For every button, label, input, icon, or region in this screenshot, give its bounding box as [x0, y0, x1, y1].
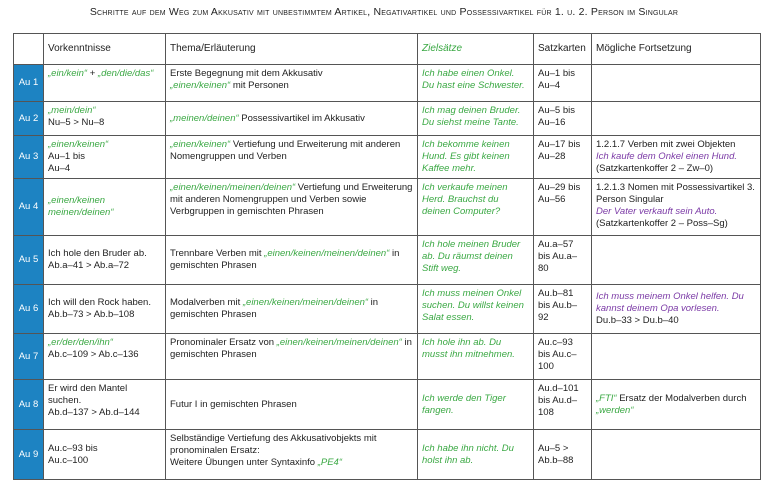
zielsatz-cell: Ich verkaufe meinen Herd. Brauchst du deinen Computer? [418, 179, 534, 236]
fort-example: Der Vater verkauft sein Auto. [596, 206, 718, 217]
vork-term: „den/die/das“ [97, 68, 154, 79]
satzkarten-cell: Au–29 bis Au–56 [534, 179, 592, 236]
fort-text: 1.2.1.7 Verben mit zwei Objekten [596, 139, 736, 150]
vork-text: Au.c–100 [48, 454, 89, 466]
vork-term: „einen/keinen [48, 195, 106, 206]
fort-example: Ich kaufe dem Onkel einen Hund. [596, 151, 738, 162]
satzkarten-cell: Au–17 bis Au–28 [534, 136, 592, 179]
au-label: Au 7 [14, 334, 44, 380]
vorkenntnisse-cell [44, 65, 166, 102]
thema-cell [166, 430, 418, 480]
zielsatz-cell: Ich bekomme keinen Hund. Es gibt keinen Kaffee mehr. [418, 136, 534, 179]
satzkarten-cell: Au–5 bis Au–16 [534, 102, 592, 136]
vorkenntnisse-cell [44, 236, 166, 285]
fort-example: Ich muss meinem Onkel helfen. Du kannst deinem Opa vorlesen. [596, 291, 744, 314]
thema-cell [166, 285, 418, 334]
fortsetzung-cell [592, 136, 761, 179]
satzkarten-cell: Au.c–93 bis Au.c–100 [534, 334, 592, 380]
vorkenntnisse-cell [44, 380, 166, 430]
fort-text: (Satzkartenkoffer 2 – Zw–0) [596, 163, 714, 174]
header-zielsaetze: Zielsätze [418, 34, 534, 65]
vork-text: Ab.b–73 > Ab.b–108 [48, 309, 135, 320]
thema-term: „einen/keinen“ [170, 139, 231, 150]
vorkenntnisse-cell [44, 136, 166, 179]
au-label: Au 8 [14, 380, 44, 430]
vorkenntnisse-cell [44, 285, 166, 334]
fortsetzung-cell [592, 65, 761, 102]
vork-text: Ab.c–109 > Ab.c–136 [48, 349, 139, 360]
vorkenntnisse-cell [44, 334, 166, 380]
zielsatz-cell: Ich mag deinen Bruder. Du siehst meine Tante. [418, 102, 534, 136]
fortsetzung-cell [592, 334, 761, 380]
header-fortsetzung: Mögliche Fortsetzung [592, 34, 761, 65]
satzkarten-cell: Au.d–101 bis Au.d–108 [534, 380, 592, 430]
fortsetzung-cell [592, 102, 761, 136]
vork-term: „mein/dein“ [48, 105, 96, 116]
fort-text: Du.b–33 > Du.b–40 [596, 315, 679, 326]
vork-term: „er/der/den/ihn“ [48, 337, 113, 348]
vork-term: „ein/kein“ [48, 68, 88, 79]
thema-cell [166, 236, 418, 285]
thema-text: Trennbare Verben mit [170, 248, 265, 259]
zielsatz-cell: Ich habe ihn nicht. Du holst ihn ab. [418, 430, 534, 480]
table-row [14, 334, 761, 380]
fortsetzung-cell [592, 380, 761, 430]
table-row [14, 136, 761, 179]
header-au [14, 34, 44, 65]
thema-term: „einen/keinen/meinen/deinen“ [170, 182, 296, 193]
zielsatz-cell: Ich habe einen Onkel. Du hast eine Schwester. [418, 65, 534, 102]
thema-text: Modalverben mit [170, 297, 243, 308]
au-label: Au 1 [14, 65, 44, 102]
fortsetzung-cell [592, 236, 761, 285]
thema-text: Vertiefung und Erweiterung mit anderen Nomengruppen und Verben sowie Verbgruppen in gemischten Phrasen [170, 182, 413, 217]
header-row [14, 34, 761, 65]
thema-cell [166, 380, 418, 430]
au-label: Au 5 [14, 236, 44, 285]
table-row [14, 430, 761, 480]
fortsetzung-cell [592, 179, 761, 236]
table-row [14, 285, 761, 334]
header-thema: Thema/Erläuterung [166, 34, 418, 65]
vork-term: meinen/deinen“ [48, 207, 114, 218]
au-label: Au 9 [14, 430, 44, 480]
thema-text: mit Personen [230, 80, 289, 91]
thema-term: „einen/keinen/meinen/deinen“ [264, 248, 390, 259]
vork-text: Au–4 [48, 163, 71, 174]
header-vorkenntnisse: Vorkenntnisse [44, 34, 166, 65]
thema-text: Pronominaler Ersatz von [170, 337, 277, 348]
vork-text: Ab.d–137 > Ab.d–144 [48, 407, 140, 418]
table-row [14, 380, 761, 430]
thema-text: Vertiefung und Erweiterung mit anderen Nomengruppen und Verben [170, 139, 401, 162]
thema-text: Weitere Übungen unter Syntaxinfo [170, 457, 318, 468]
vork-text: Er wird den Mantel suchen. [48, 383, 128, 406]
vork-text: Ab.a–41 > Ab.a–72 [48, 260, 130, 271]
vorkenntnisse-cell [44, 430, 166, 480]
fort-text: Ersatz der Modalverben durch [616, 392, 747, 404]
table-row [14, 236, 761, 285]
fortsetzung-cell [592, 285, 761, 334]
header-satzkarten: Satzkarten [534, 34, 592, 65]
thema-text: Possessivartikel im Akkusativ [238, 112, 365, 124]
table-row [14, 65, 761, 102]
thema-cell [166, 102, 418, 136]
thema-text: in gemischten Phrasen [170, 337, 412, 360]
thema-term: „einen/keinen/meinen/deinen“ [242, 297, 369, 308]
thema-text: Erste Begegnung mit dem Akkusativ [170, 68, 323, 79]
thema-term: „einen/keinen/meinen/deinen“ [276, 337, 402, 348]
table-row [14, 179, 761, 236]
vork-text: Au–1 bis [48, 151, 85, 162]
fortsetzung-cell [592, 430, 761, 480]
zielsatz-cell: Ich hole ihn ab. Du musst ihn mitnehmen. [418, 334, 534, 380]
zielsatz-cell: Ich muss meinen Onkel suchen. Du willst keinen Salat essen. [418, 285, 534, 334]
lesson-steps-table [13, 33, 761, 480]
au-label: Au 3 [14, 136, 44, 179]
fort-text: 1.2.1.3 Nomen mit Possessivartikel 3. Person Singular [596, 182, 755, 205]
vork-text: Nu–5 > Nu–8 [48, 117, 105, 128]
vork-term: „einen/keinen“ [48, 139, 109, 150]
au-label: Au 4 [14, 179, 44, 236]
thema-text: Selbständige Vertiefung des Akkusativobjekts mit pronominalen Ersatz: [170, 433, 377, 456]
thema-cell [166, 334, 418, 380]
table-row [14, 102, 761, 136]
fort-term: „FTI“ [596, 392, 617, 404]
vork-text: Au.c–93 bis [48, 442, 98, 454]
page-title: Schritte auf dem Weg zum Akkusativ mit unbestimmtem Artikel, Negativartikel und Possessivartikel für 1. u. 2. Person im Singular [89, 6, 679, 18]
vork-text: Ich hole den Bruder ab. [48, 248, 147, 259]
zielsatz-cell: Ich hole meinen Bruder ab. Du räumst deinen Stift weg. [418, 236, 534, 285]
zielsatz-cell: Ich werde den Tiger fangen. [418, 380, 534, 430]
fort-term: „werden“ [596, 404, 634, 416]
satzkarten-cell: Au–5 > Ab.b–88 [534, 430, 592, 480]
au-label: Au 2 [14, 102, 44, 136]
thema-term: „PE4“ [317, 457, 342, 468]
thema-text: in gemischten Phrasen [170, 248, 400, 271]
au-label: Au 6 [14, 285, 44, 334]
fort-text: (Satzkartenkoffer 2 – Poss–Sg) [596, 218, 728, 229]
thema-text: Futur I in gemischten Phrasen [170, 398, 297, 410]
vork-text: Ich will den Rock haben. [48, 297, 151, 308]
vorkenntnisse-cell [44, 179, 166, 236]
thema-cell [166, 136, 418, 179]
thema-text: in gemischten Phrasen [170, 297, 379, 320]
vork-plus: + [87, 68, 98, 79]
thema-term: „einen/keinen“ [170, 80, 231, 91]
thema-cell [166, 179, 418, 236]
vorkenntnisse-cell [44, 102, 166, 136]
satzkarten-cell: Au.b–81 bis Au.b–92 [534, 285, 592, 334]
thema-cell [166, 65, 418, 102]
satzkarten-cell: Au–1 bis Au–4 [534, 65, 592, 102]
thema-term: „meinen/deinen“ [170, 112, 239, 124]
satzkarten-cell: Au.a–57 bis Au.a–80 [534, 236, 592, 285]
